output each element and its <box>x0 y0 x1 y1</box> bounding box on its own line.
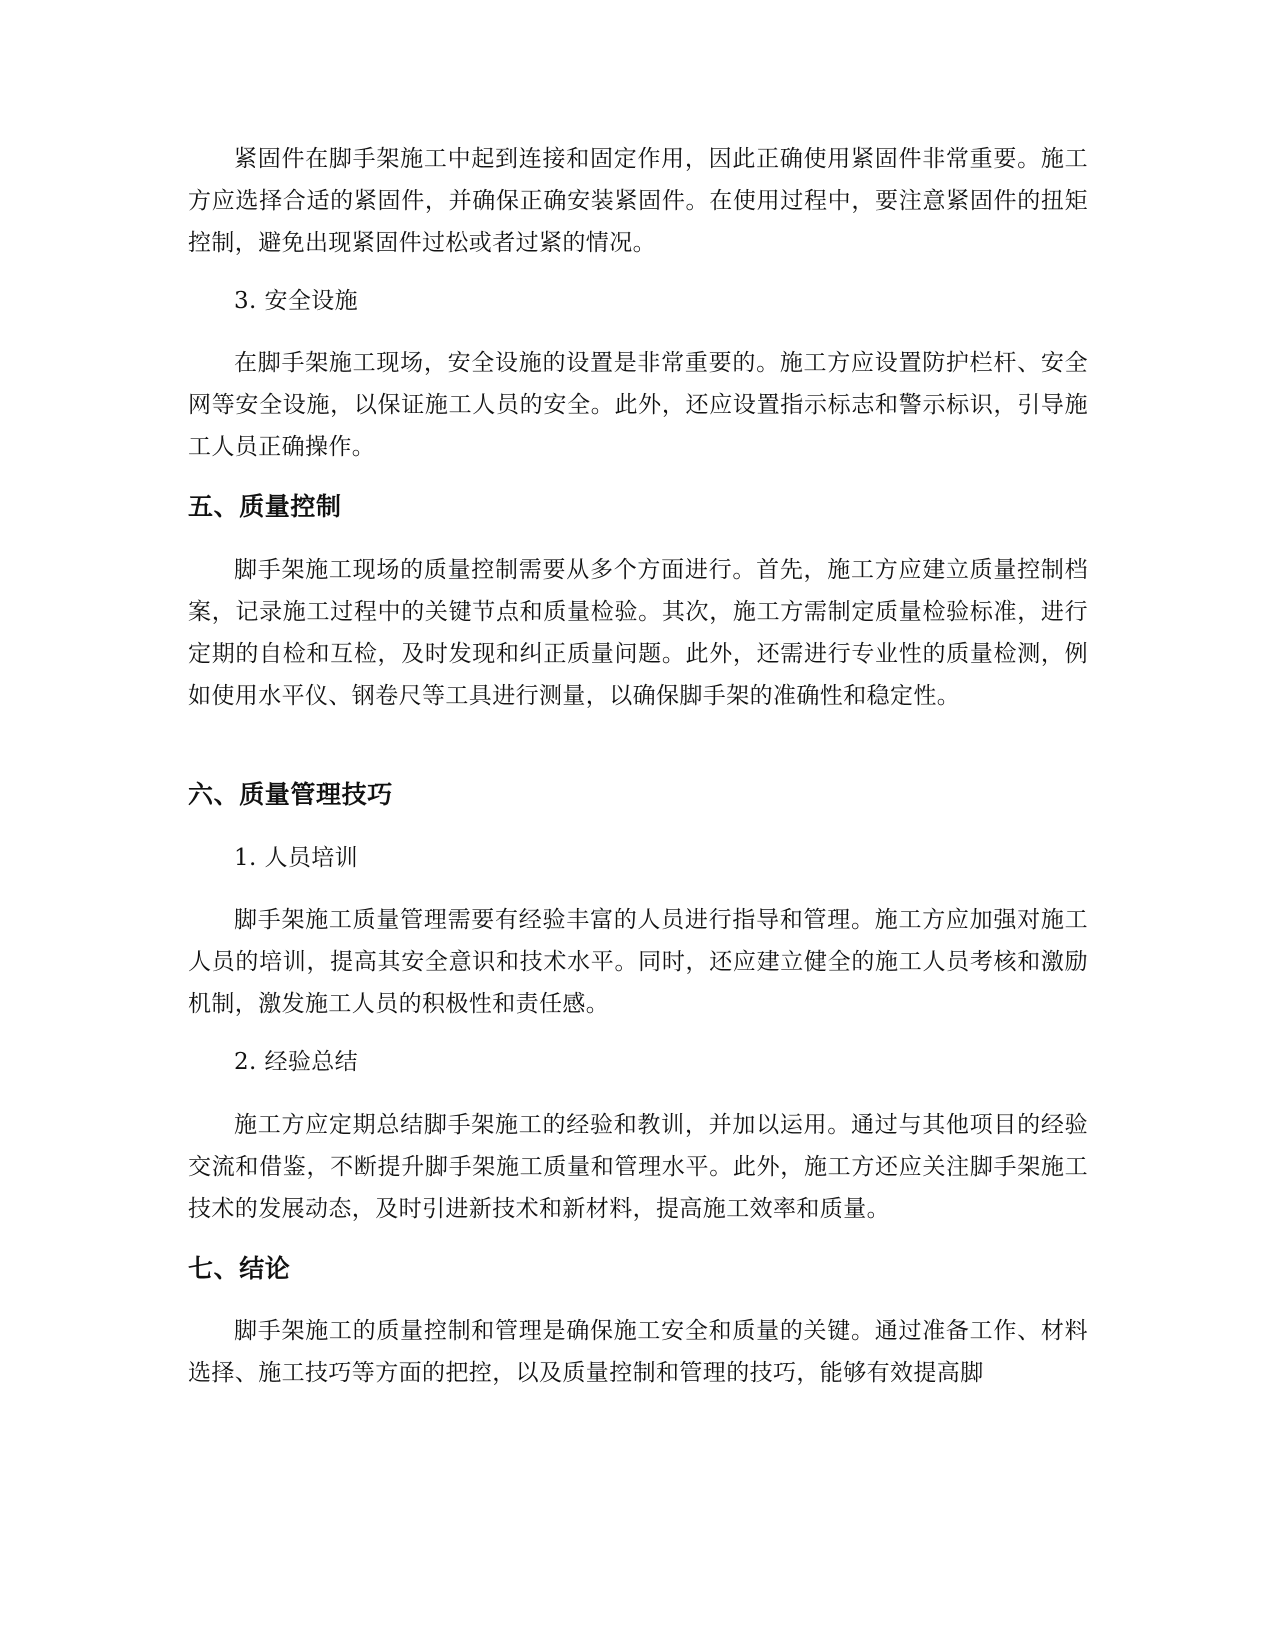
item-experience-summary: 2. 经验总结 <box>234 1049 359 1075</box>
heading-quality-control: 五、质量控制 <box>188 492 342 521</box>
paragraph-staff-training: 脚手架施工质量管理需要有经验丰富的人员进行指导和管理。施工方应加强对施工人员的培训，提高其安全意识和技术水平。同时，还应建立健全的施工人员考核和激励机制，激发施工人员的积极性和责任感。 <box>188 907 1088 1017</box>
paragraph-experience-summary: 施工方应定期总结脚手架施工的经验和教训，并加以运用。通过与其他项目的经验交流和借鉴，不断提升脚手架施工质量和管理水平。此外，施工方还应关注脚手架施工技术的发展动态，及时引进新技术和新材料，提高施工效率和质量。 <box>188 1112 1088 1222</box>
paragraph-quality-control: 脚手架施工现场的质量控制需要从多个方面进行。首先，施工方应建立质量控制档案，记录施工过程中的关键节点和质量检验。其次，施工方需制定质量检验标准，进行定期的自检和互检，及时发现和纠正质量问题。此外，还需进行专业性的质量检测，例如使用水平仪、钢卷尺等工具进行测量，以确保脚手架的准确性和稳定性。 <box>188 557 1088 709</box>
item-staff-training: 1. 人员培训 <box>234 845 359 871</box>
item-safety-facilities: 3. 安全设施 <box>234 288 359 314</box>
heading-quality-management-tips: 六、质量管理技巧 <box>188 780 393 809</box>
heading-conclusion: 七、结论 <box>188 1254 291 1283</box>
paragraph-safety-facilities: 在脚手架施工现场，安全设施的设置是非常重要的。施工方应设置防护栏杆、安全网等安全设施，以保证施工人员的安全。此外，还应设置指示标志和警示标识，引导施工人员正确操作。 <box>188 350 1088 460</box>
paragraph-fasteners: 紧固件在脚手架施工中起到连接和固定作用，因此正确使用紧固件非常重要。施工方应选择合适的紧固件，并确保正确安装紧固件。在使用过程中，要注意紧固件的扭矩控制，避免出现紧固件过松或者过紧的情况。 <box>188 146 1088 256</box>
paragraph-conclusion: 脚手架施工的质量控制和管理是确保施工安全和质量的关键。通过准备工作、材料选择、施工技巧等方面的把控，以及质量控制和管理的技巧，能够有效提高脚 <box>188 1318 1088 1386</box>
